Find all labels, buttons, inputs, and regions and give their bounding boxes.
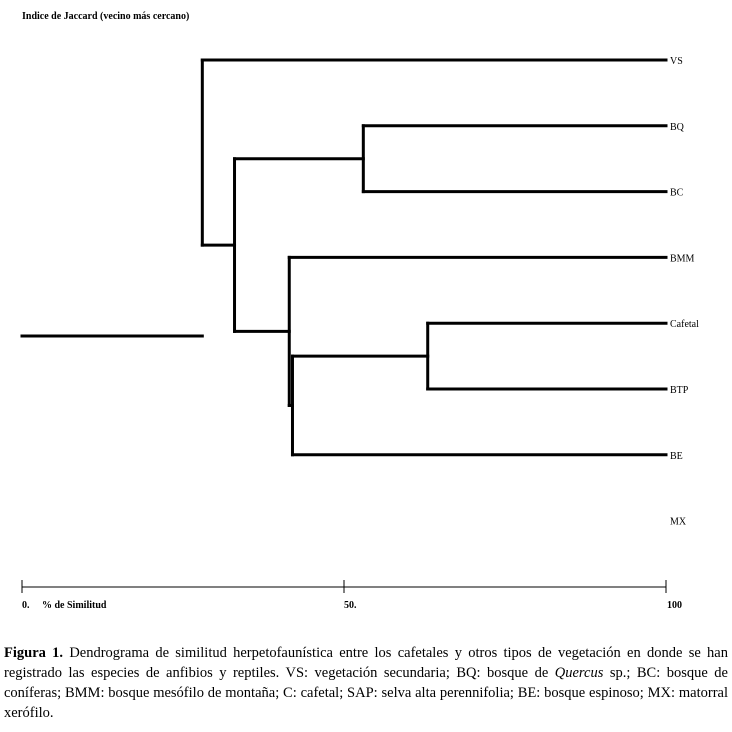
- figure-caption: [4, 643, 728, 723]
- leaf-label-bc: BC: [670, 187, 684, 199]
- caption-text-1: Dendrograma de similitud herpetofaunística entre los cafetales y otros tipos de vegetación en donde se han registrado las especies de anfibios y reptiles. VS: vegetación secundaria; BQ: bosque de: [4, 645, 728, 681]
- leaf-label-bq: BQ: [670, 121, 684, 133]
- dendrogram-branches: [22, 60, 666, 455]
- axis-label: % de Similitud: [42, 600, 107, 611]
- leaf-label-cafetal: Cafetal: [670, 319, 699, 331]
- leaf-label-vs: VS: [670, 56, 683, 67]
- similarity-axis: [22, 580, 682, 611]
- axis-tick-label-0: 0.: [22, 600, 30, 611]
- caption-text-2: sp.; BC: bosque de coníferas; BMM: bosque mesófilo de montaña; C: cafetal; SAP: selva alta perennifolia; BE: bosque espinoso; MX: matorral xerófilo.: [4, 665, 728, 721]
- caption-italic: Quercus: [554, 665, 604, 681]
- leaf-label-mx: MX: [670, 516, 687, 528]
- axis-tick-label-50: 50.: [344, 600, 357, 611]
- leaf-label-btp: BTP: [670, 385, 689, 396]
- axis-tick-label-100: 100: [667, 600, 682, 611]
- leaf-label-be: BE: [670, 450, 683, 462]
- leaf-labels: [670, 56, 699, 528]
- leaf-label-bmm: BMM: [670, 253, 695, 265]
- caption-label: Figura 1.: [4, 645, 64, 661]
- dendrogram-title: Indice de Jaccard (vecino más cercano): [22, 11, 190, 22]
